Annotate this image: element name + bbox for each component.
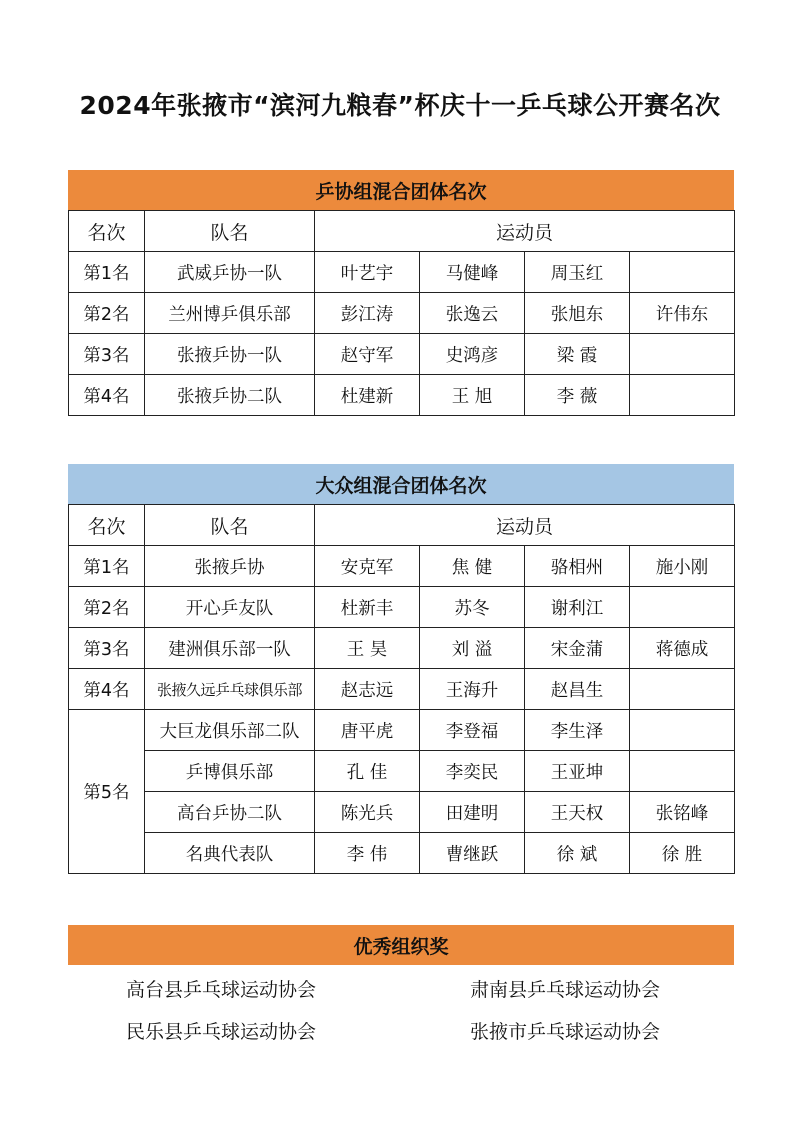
player-cell: 谢利江 [525, 587, 630, 628]
table-row [69, 833, 735, 874]
player-cell [630, 587, 735, 628]
player-cell: 施小刚 [630, 546, 735, 587]
player-cell [630, 375, 735, 416]
award-item: 高台县乒乓球运动协会 [126, 979, 317, 1001]
team-cell: 乒博俱乐部 [145, 751, 315, 792]
table-row [69, 587, 735, 628]
player-cell [630, 252, 735, 293]
player-cell: 徐 斌 [525, 833, 630, 874]
table-row [69, 546, 735, 587]
player-cell: 孔 佳 [315, 751, 420, 792]
player-cell: 梁 霞 [525, 334, 630, 375]
team-cell: 张掖乒协一队 [145, 334, 315, 375]
award-item: 张掖市乒乓球运动协会 [470, 1021, 661, 1043]
player-cell: 田建明 [420, 792, 525, 833]
player-cell [630, 669, 735, 710]
player-cell: 王 旭 [420, 375, 525, 416]
table-row [69, 751, 735, 792]
team-cell: 高台乒协二队 [145, 792, 315, 833]
rank-cell: 第5名 [69, 710, 145, 874]
rank-cell: 第4名 [69, 669, 145, 710]
rank-cell: 第2名 [69, 587, 145, 628]
rank-cell: 第3名 [69, 334, 145, 375]
award-item: 肃南县乒乓球运动协会 [470, 979, 661, 1001]
player-cell: 杜新丰 [315, 587, 420, 628]
team-cell: 名典代表队 [145, 833, 315, 874]
player-cell: 彭江涛 [315, 293, 420, 334]
player-cell: 骆相州 [525, 546, 630, 587]
player-cell: 陈光兵 [315, 792, 420, 833]
rank-cell: 第4名 [69, 375, 145, 416]
table-row [69, 669, 735, 710]
table-row [69, 293, 735, 334]
header-team: 队名 [145, 211, 315, 252]
player-cell: 曹继跃 [420, 833, 525, 874]
player-cell: 马健峰 [420, 252, 525, 293]
header-players: 运动员 [315, 505, 735, 546]
table-header-row [69, 505, 735, 546]
player-cell: 叶艺宇 [315, 252, 420, 293]
player-cell: 张旭东 [525, 293, 630, 334]
table-row [69, 252, 735, 293]
player-cell: 蒋德成 [630, 628, 735, 669]
team-cell: 建洲俱乐部一队 [145, 628, 315, 669]
player-cell [630, 751, 735, 792]
header-rank: 名次 [69, 211, 145, 252]
table-row [69, 375, 735, 416]
team-cell: 张掖久远乒乓球俱乐部 [145, 669, 315, 710]
player-cell: 宋金蒲 [525, 628, 630, 669]
player-cell: 焦 健 [420, 546, 525, 587]
player-cell: 杜建新 [315, 375, 420, 416]
player-cell: 李 薇 [525, 375, 630, 416]
table-header-row [69, 211, 735, 252]
team-cell: 兰州博乒俱乐部 [145, 293, 315, 334]
player-cell: 张铭峰 [630, 792, 735, 833]
team-cell: 大巨龙俱乐部二队 [145, 710, 315, 751]
section-heading-dazhong: 大众组混合团体名次 [68, 464, 734, 504]
section-heading-pingxie: 乒协组混合团体名次 [68, 170, 734, 210]
player-cell: 苏冬 [420, 587, 525, 628]
rank-cell: 第1名 [69, 252, 145, 293]
table-row [69, 334, 735, 375]
player-cell: 刘 溢 [420, 628, 525, 669]
table-row [69, 710, 735, 751]
header-team: 队名 [145, 505, 315, 546]
player-cell: 周玉红 [525, 252, 630, 293]
player-cell: 王天权 [525, 792, 630, 833]
section-heading-award: 优秀组织奖 [68, 925, 734, 965]
player-cell: 唐平虎 [315, 710, 420, 751]
table-row [69, 792, 735, 833]
header-players: 运动员 [315, 211, 735, 252]
player-cell: 许伟东 [630, 293, 735, 334]
header-rank: 名次 [69, 505, 145, 546]
player-cell: 李 伟 [315, 833, 420, 874]
player-cell: 史鸿彦 [420, 334, 525, 375]
player-cell: 李生泽 [525, 710, 630, 751]
player-cell: 王 昊 [315, 628, 420, 669]
player-cell [630, 334, 735, 375]
player-cell: 赵昌生 [525, 669, 630, 710]
rank-cell: 第1名 [69, 546, 145, 587]
award-item: 民乐县乒乓球运动协会 [126, 1021, 317, 1043]
rank-cell: 第2名 [69, 293, 145, 334]
player-cell [630, 710, 735, 751]
table-row [69, 628, 735, 669]
player-cell: 赵志远 [315, 669, 420, 710]
dazhong-ranking-table [68, 504, 735, 874]
player-cell: 李登福 [420, 710, 525, 751]
player-cell: 徐 胜 [630, 833, 735, 874]
team-cell: 张掖乒协 [145, 546, 315, 587]
player-cell: 安克军 [315, 546, 420, 587]
pingxie-ranking-table [68, 210, 735, 416]
player-cell: 张逸云 [420, 293, 525, 334]
rank-cell: 第3名 [69, 628, 145, 669]
team-cell: 张掖乒协二队 [145, 375, 315, 416]
player-cell: 李奕民 [420, 751, 525, 792]
player-cell: 王海升 [420, 669, 525, 710]
team-cell: 武威乒协一队 [145, 252, 315, 293]
page-title: 2024年张掖市“滨河九粮春”杯庆十一乒乓球公开赛名次 [79, 91, 721, 120]
player-cell: 赵守军 [315, 334, 420, 375]
player-cell: 王亚坤 [525, 751, 630, 792]
team-cell: 开心乒友队 [145, 587, 315, 628]
